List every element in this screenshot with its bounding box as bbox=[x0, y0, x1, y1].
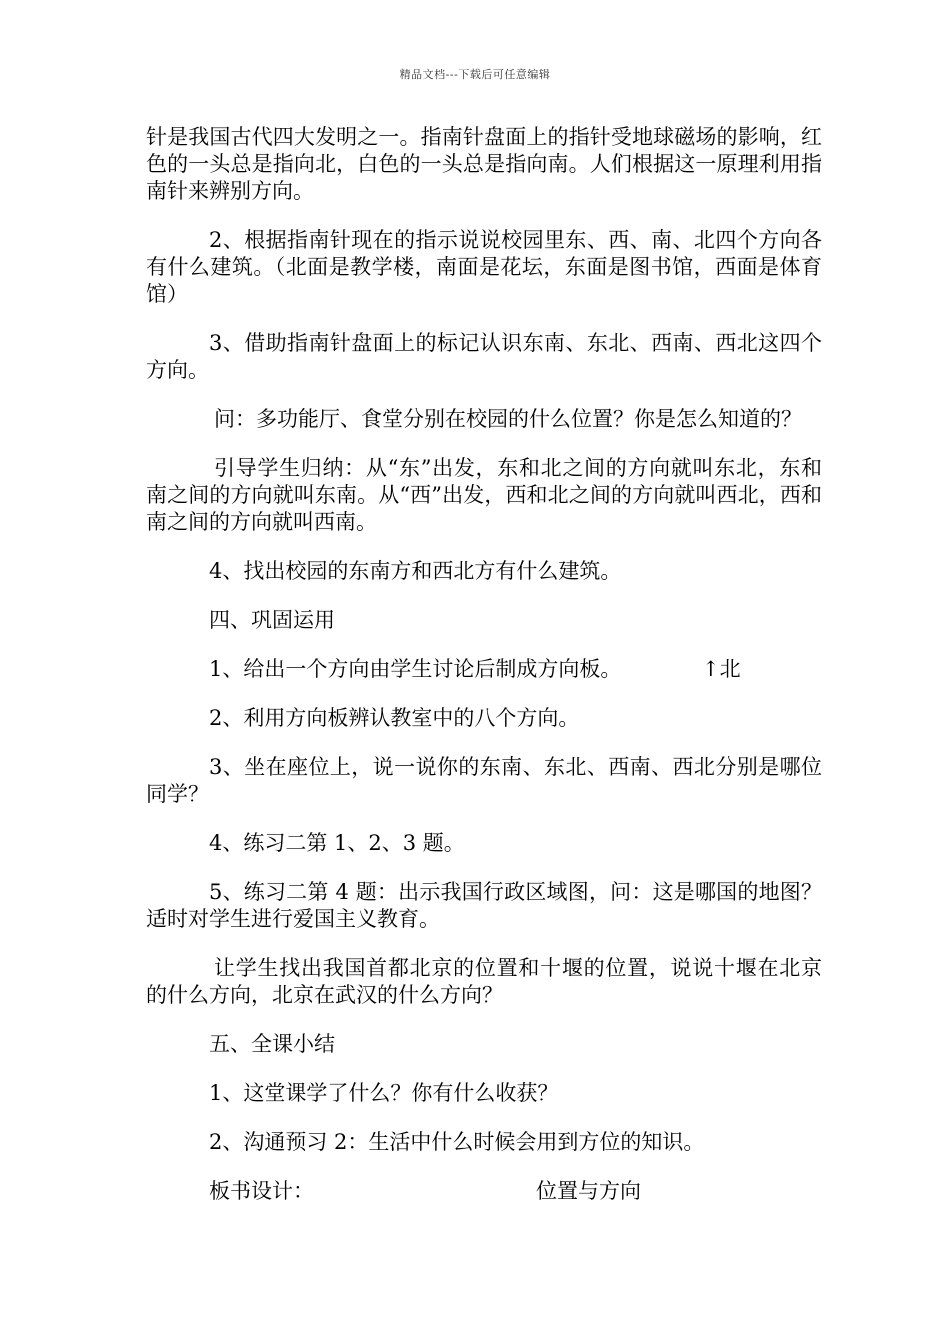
paragraph-eight-directions: 2、利用方向板辨认教室中的八个方向。 bbox=[209, 706, 580, 730]
document-body bbox=[146, 124, 822, 1227]
board-design-label: 板书设计： bbox=[209, 1179, 314, 1203]
board-design-title: 位置与方向 bbox=[536, 1179, 641, 1203]
paragraph-beijing-shiyan: 让学生找出我国首都北京的位置和十堰的位置，说说十堰在北京的什么方向，北京在武汉的什么方向？ bbox=[146, 956, 822, 1007]
paragraph-step-3-intermediate: 3、借助指南针盘面上的标记认识东南、东北、西南、西北这四个方向。 bbox=[146, 331, 822, 382]
page-header-watermark: 精品文档---下载后可任意编辑 bbox=[399, 68, 551, 81]
paragraph-guide-summary: 引导学生归纳：从“东”出发，东和北之间的方向就叫东北，东和南之间的方向就叫东南。从“西”出发，西和北之间的方向就叫西北，西和南之间的方向就叫西南。 bbox=[146, 456, 822, 534]
paragraph-compass-intro: 针是我国古代四大发明之一。指南针盘面上的指针受地球磁场的影响，红色的一头总是指向北，白色的一头总是指向南。人们根据这一原理利用指南针来辨别方向。 bbox=[146, 125, 822, 203]
board-design-row bbox=[146, 1178, 822, 1205]
north-arrow-label: ↑北 bbox=[702, 657, 741, 681]
paragraph-exercise-4: 5、练习二第 4 题：出示我国行政区域图，问：这是哪国的地图？适时对学生进行爱国主义教育。 bbox=[146, 880, 822, 931]
section-heading-consolidate: 四、巩固运用 bbox=[209, 608, 335, 632]
paragraph-seat-directions: 3、坐在座位上，说一说你的东南、东北、西南、西北分别是哪位同学？ bbox=[146, 755, 822, 806]
paragraph-direction-board-row bbox=[146, 656, 822, 683]
paragraph-exercise-1-3: 4、练习二第 1、2、3 题。 bbox=[209, 831, 465, 855]
paragraph-question: 问：多功能厅、食堂分别在校园的什么位置？你是怎么知道的？ bbox=[214, 407, 802, 431]
paragraph-step-4-find: 4、找出校园的东南方和西北方有什么建筑。 bbox=[209, 559, 622, 583]
paragraph-step-2-directions: 2、根据指南针现在的指示说说校园里东、西、南、北四个方向各有什么建筑。（北面是教学楼，南面是花坛，东面是图书馆，西面是体育馆） bbox=[146, 228, 822, 306]
section-heading-summary: 五、全课小结 bbox=[209, 1032, 335, 1056]
paragraph-summary-2: 2、沟通预习 2：生活中什么时候会用到方位的知识。 bbox=[209, 1130, 705, 1154]
paragraph-direction-board: 1、给出一个方向由学生讨论后制成方向板。 bbox=[209, 657, 622, 681]
paragraph-summary-1: 1、这堂课学了什么？你有什么收获？ bbox=[209, 1081, 559, 1105]
